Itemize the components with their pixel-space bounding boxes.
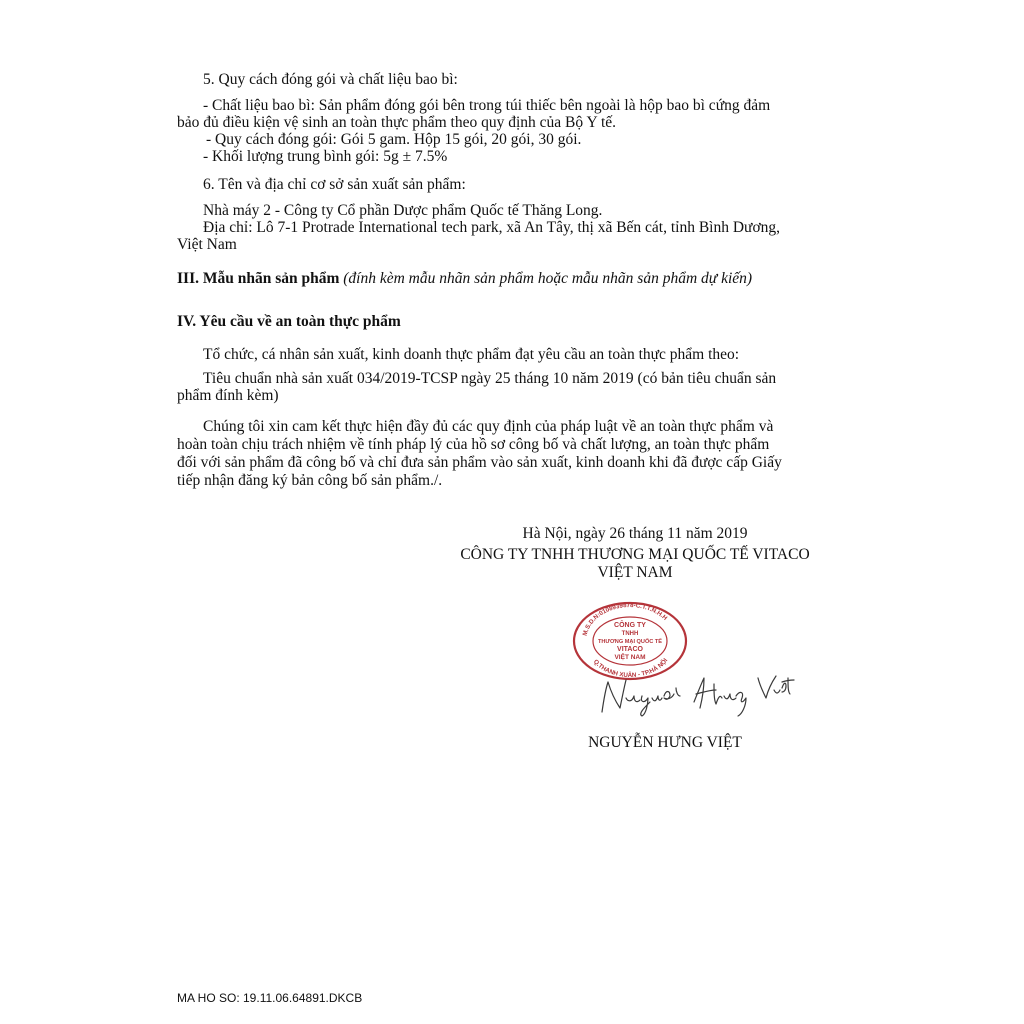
- commitment-line2: hoàn toàn chịu trách nhiệm về tính pháp lý của hồ sơ công bố và chất lượng, an toàn thực phẩm: [177, 436, 770, 453]
- commitment-line3: đối với sản phẩm đã công bố và chỉ đưa sản phẩm vào sản xuất, kinh doanh khi đã được cấp Giấy: [177, 454, 782, 471]
- section6-address-line2: Việt Nam: [177, 236, 237, 253]
- svg-text:THƯƠNG MẠI QUỐC TẾ: THƯƠNG MẠI QUỐC TẾ: [597, 639, 663, 645]
- file-code: MA HO SO: 19.11.06.64891.DKCB: [177, 991, 363, 1005]
- section4-standard-line2: phẩm đính kèm): [177, 387, 279, 404]
- section5-material-line2: bảo đủ điều kiện vệ sinh an toàn thực phẩm theo quy định của Bộ Y tế.: [177, 114, 617, 131]
- handwritten-signature: [596, 668, 796, 720]
- svg-text:TNHH: TNHH: [621, 631, 639, 637]
- section6-heading: 6. Tên và địa chỉ cơ sở sản xuất sản phẩm:: [203, 176, 466, 193]
- commitment-line1: Chúng tôi xin cam kết thực hiện đầy đủ các quy định của pháp luật về an toàn thực phẩm và: [203, 418, 774, 435]
- section3-heading-line: [177, 270, 752, 287]
- section5-material-line1: - Chất liệu bao bì: Sản phẩm đóng gói bên trong túi thiếc bên ngoài là hộp bao bì cứng đảm: [203, 97, 771, 114]
- section4-standard-line1: Tiêu chuẩn nhà sản xuất 034/2019-TCSP ngày 25 tháng 10 năm 2019 (có bản tiêu chuẩn sản: [203, 370, 777, 387]
- svg-text:M.S.D.N:0108939878-C.T.T.N.H.H: M.S.D.N:0108939878-C.T.T.N.H.H: [581, 601, 669, 637]
- company-name-line1: CÔNG TY TNHH THƯƠNG MẠI QUỐC TẾ VITACO: [460, 546, 810, 563]
- section5-heading: 5. Quy cách đóng gói và chất liệu bao bì:: [203, 71, 458, 88]
- section6-factory: Nhà máy 2 - Công ty Cổ phần Dược phẩm Quốc tế Thăng Long.: [203, 202, 603, 219]
- section3-note: (đính kèm mẫu nhãn sản phẩm hoặc mẫu nhãn sản phẩm dự kiến): [343, 270, 753, 287]
- section3-heading: III. Mẫu nhãn sản phẩm: [177, 270, 340, 287]
- section5-weight: - Khối lượng trung bình gói: 5g ± 7.5%: [203, 148, 448, 165]
- section4-heading: IV. Yêu cầu về an toàn thực phẩm: [177, 313, 401, 330]
- commitment-line4: tiếp nhận đăng ký bản công bố sản phẩm./.: [177, 472, 443, 489]
- section4-intro: Tổ chức, cá nhân sản xuất, kinh doanh thực phẩm đạt yêu cầu an toàn thực phẩm theo:: [203, 346, 740, 363]
- company-name-line2: VIỆT NAM: [597, 564, 673, 581]
- section5-packing: - Quy cách đóng gói: Gói 5 gam. Hộp 15 gói, 20 gói, 30 gói.: [206, 131, 582, 148]
- signer-name: NGUYỄN HƯNG VIỆT: [588, 734, 742, 751]
- section6-address-line1: Địa chỉ: Lô 7-1 Protrade International tech park, xã An Tây, thị xã Bến cát, tỉnh Bình Dương,: [203, 219, 781, 236]
- svg-text:Q.THANH XUÂN - TP.HÀ NỘI: Q.THANH XUÂN - TP.HÀ NỘI: [591, 657, 670, 680]
- signature-date: Hà Nội, ngày 26 tháng 11 năm 2019: [522, 525, 748, 542]
- svg-text:CÔNG TY: CÔNG TY: [614, 622, 646, 629]
- svg-text:VIỆT NAM: VIỆT NAM: [614, 654, 646, 661]
- svg-text:VITACO: VITACO: [617, 646, 643, 653]
